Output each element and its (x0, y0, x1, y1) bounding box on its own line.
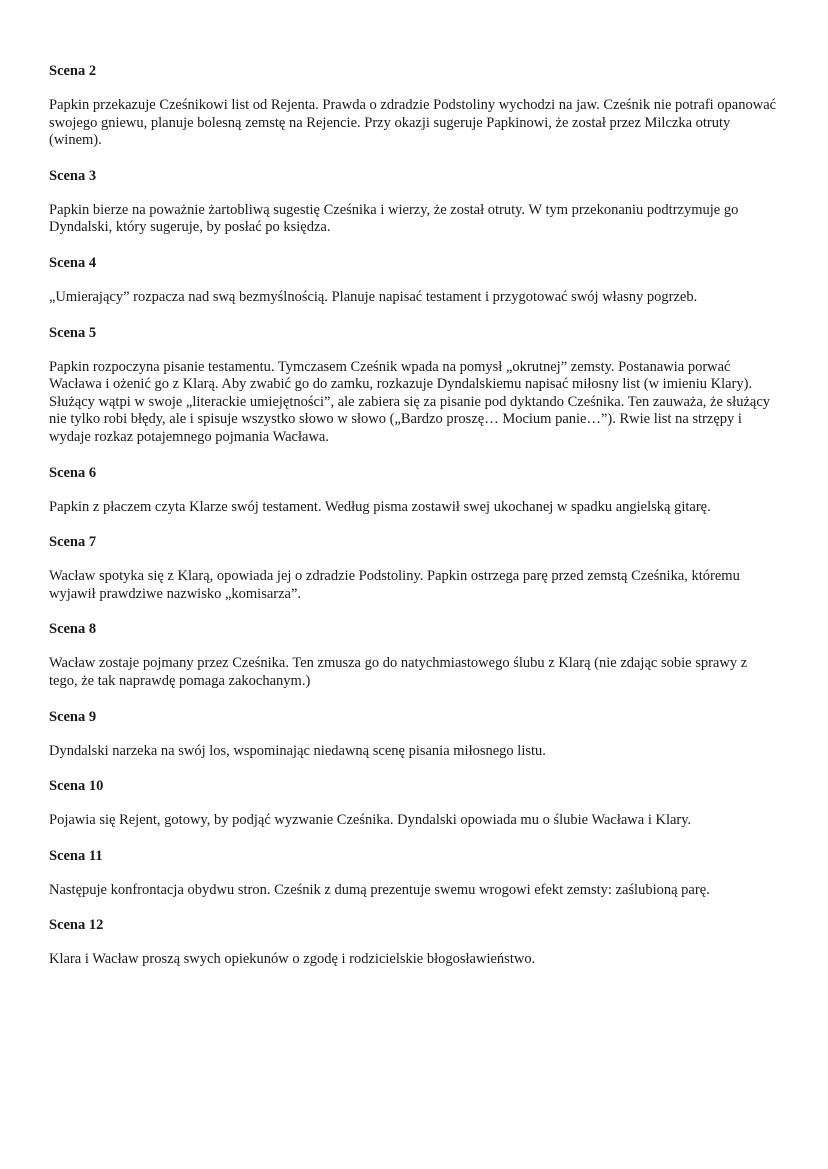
scene-5 (49, 324, 779, 447)
scene-title: Scena 9 (49, 708, 97, 725)
scene-text: Pojawia się Rejent, gotowy, by podjąć wyzwanie Cześnika. Dyndalski opowiada mu o ślubie Wacława i Klary. (49, 812, 692, 829)
scene-title: Scena 2 (49, 63, 97, 79)
scene-text: Wacław spotyka się z Klarą, opowiada jej o zdradzie Podstoliny. Papkin ostrzega parę przed zemstą Cześnika, któremu wyjawił prawdziwe nazwisko „komisarza”. (49, 568, 740, 602)
scene-text: Papkin z płaczem czyta Klarze swój testament. Według pisma zostawił swej ukochanej w spadku angielską gitarę. (49, 498, 711, 515)
scene-text: Papkin bierze na poważnie żartobliwą sugestię Cześnika i wierzy, że został otruty. W tym przekonaniu podtrzymuje go Dyndalski, który sugeruje, by posłać po księdza. (49, 201, 739, 236)
scene-text: Dyndalski narzeka na swój los, wspominając niedawną scenę pisania miłosnego listu. (49, 742, 546, 759)
scene-text: „Umierający” rozpacza nad swą bezmyślnością. Planuje napisać testament i przygotować swój własny pogrzeb. (49, 288, 698, 305)
scene-title: Scena 12 (49, 917, 104, 934)
scene-3 (49, 167, 779, 237)
scene-title: Scena 7 (49, 534, 97, 551)
scene-title: Scena 3 (49, 167, 97, 184)
scene-text: Następuje konfrontacja obydwu stron. Cześnik z dumą prezentuje swemu wrogowi efekt zemsty: zaślubioną parę. (49, 881, 710, 898)
scene-text: Wacław zostaje pojmany przez Cześnika. Ten zmusza go do natychmiastowego ślubu z Klarą (nie zdając sobie sprawy z tego, że tak naprawdę pomaga zakochanym.) (49, 655, 748, 689)
scene-title: Scena 4 (49, 254, 97, 271)
scene-title: Scena 6 (49, 464, 97, 481)
scene-10 (49, 777, 779, 830)
document-page (49, 62, 779, 986)
scene-text: Klara i Wacław proszą swych opiekunów o zgodę i rodzicielskie błogosławieństwo. (49, 951, 536, 968)
scene-title: Scena 10 (49, 778, 104, 795)
scene-4 (49, 254, 779, 307)
scene-text: Papkin rozpoczyna pisanie testamentu. Tymczasem Cześnik wpada na pomysł „okrutnej” zemsty. Postanawia porwać Wacława i ożenić go z Klarą. Aby zwabić go do zamku, rozkazuje Dyndalskiemu napisać miłosny list (w imieniu Klary). Służący wątpi w swoje „literackie umiejętności”, ale zabiera się za pisanie pod dyktando Cześnika. Ten zauważa, że służący nie tylko robi błędy, ale i spisuje wszystko słowo w słowo („Bardzo proszę… Mocium panie…”). Rwie list na strzępy i wydaje rozkaz potajemnego pojmania Wacława. (49, 358, 770, 445)
scene-12 (49, 916, 779, 969)
scene-9 (49, 708, 779, 761)
scene-title: Scena 5 (49, 324, 97, 341)
scene-title: Scena 8 (49, 621, 97, 638)
scene-8 (49, 620, 779, 690)
scene-2 (49, 62, 779, 150)
scene-title: Scena 11 (49, 847, 103, 864)
scene-7 (49, 533, 779, 603)
scene-6 (49, 464, 779, 517)
scene-11 (49, 847, 779, 900)
scene-text: Papkin przekazuje Cześnikowi list od Rejenta. Prawda o zdradzie Podstoliny wychodzi na jaw. Cześnik nie potrafi opanować swojego gniewu, planuje bolesną zemstę na Rejencie. Przy okazji sugeruje Papkinowi, że został przez Milczka otruty (winem). (49, 97, 777, 149)
